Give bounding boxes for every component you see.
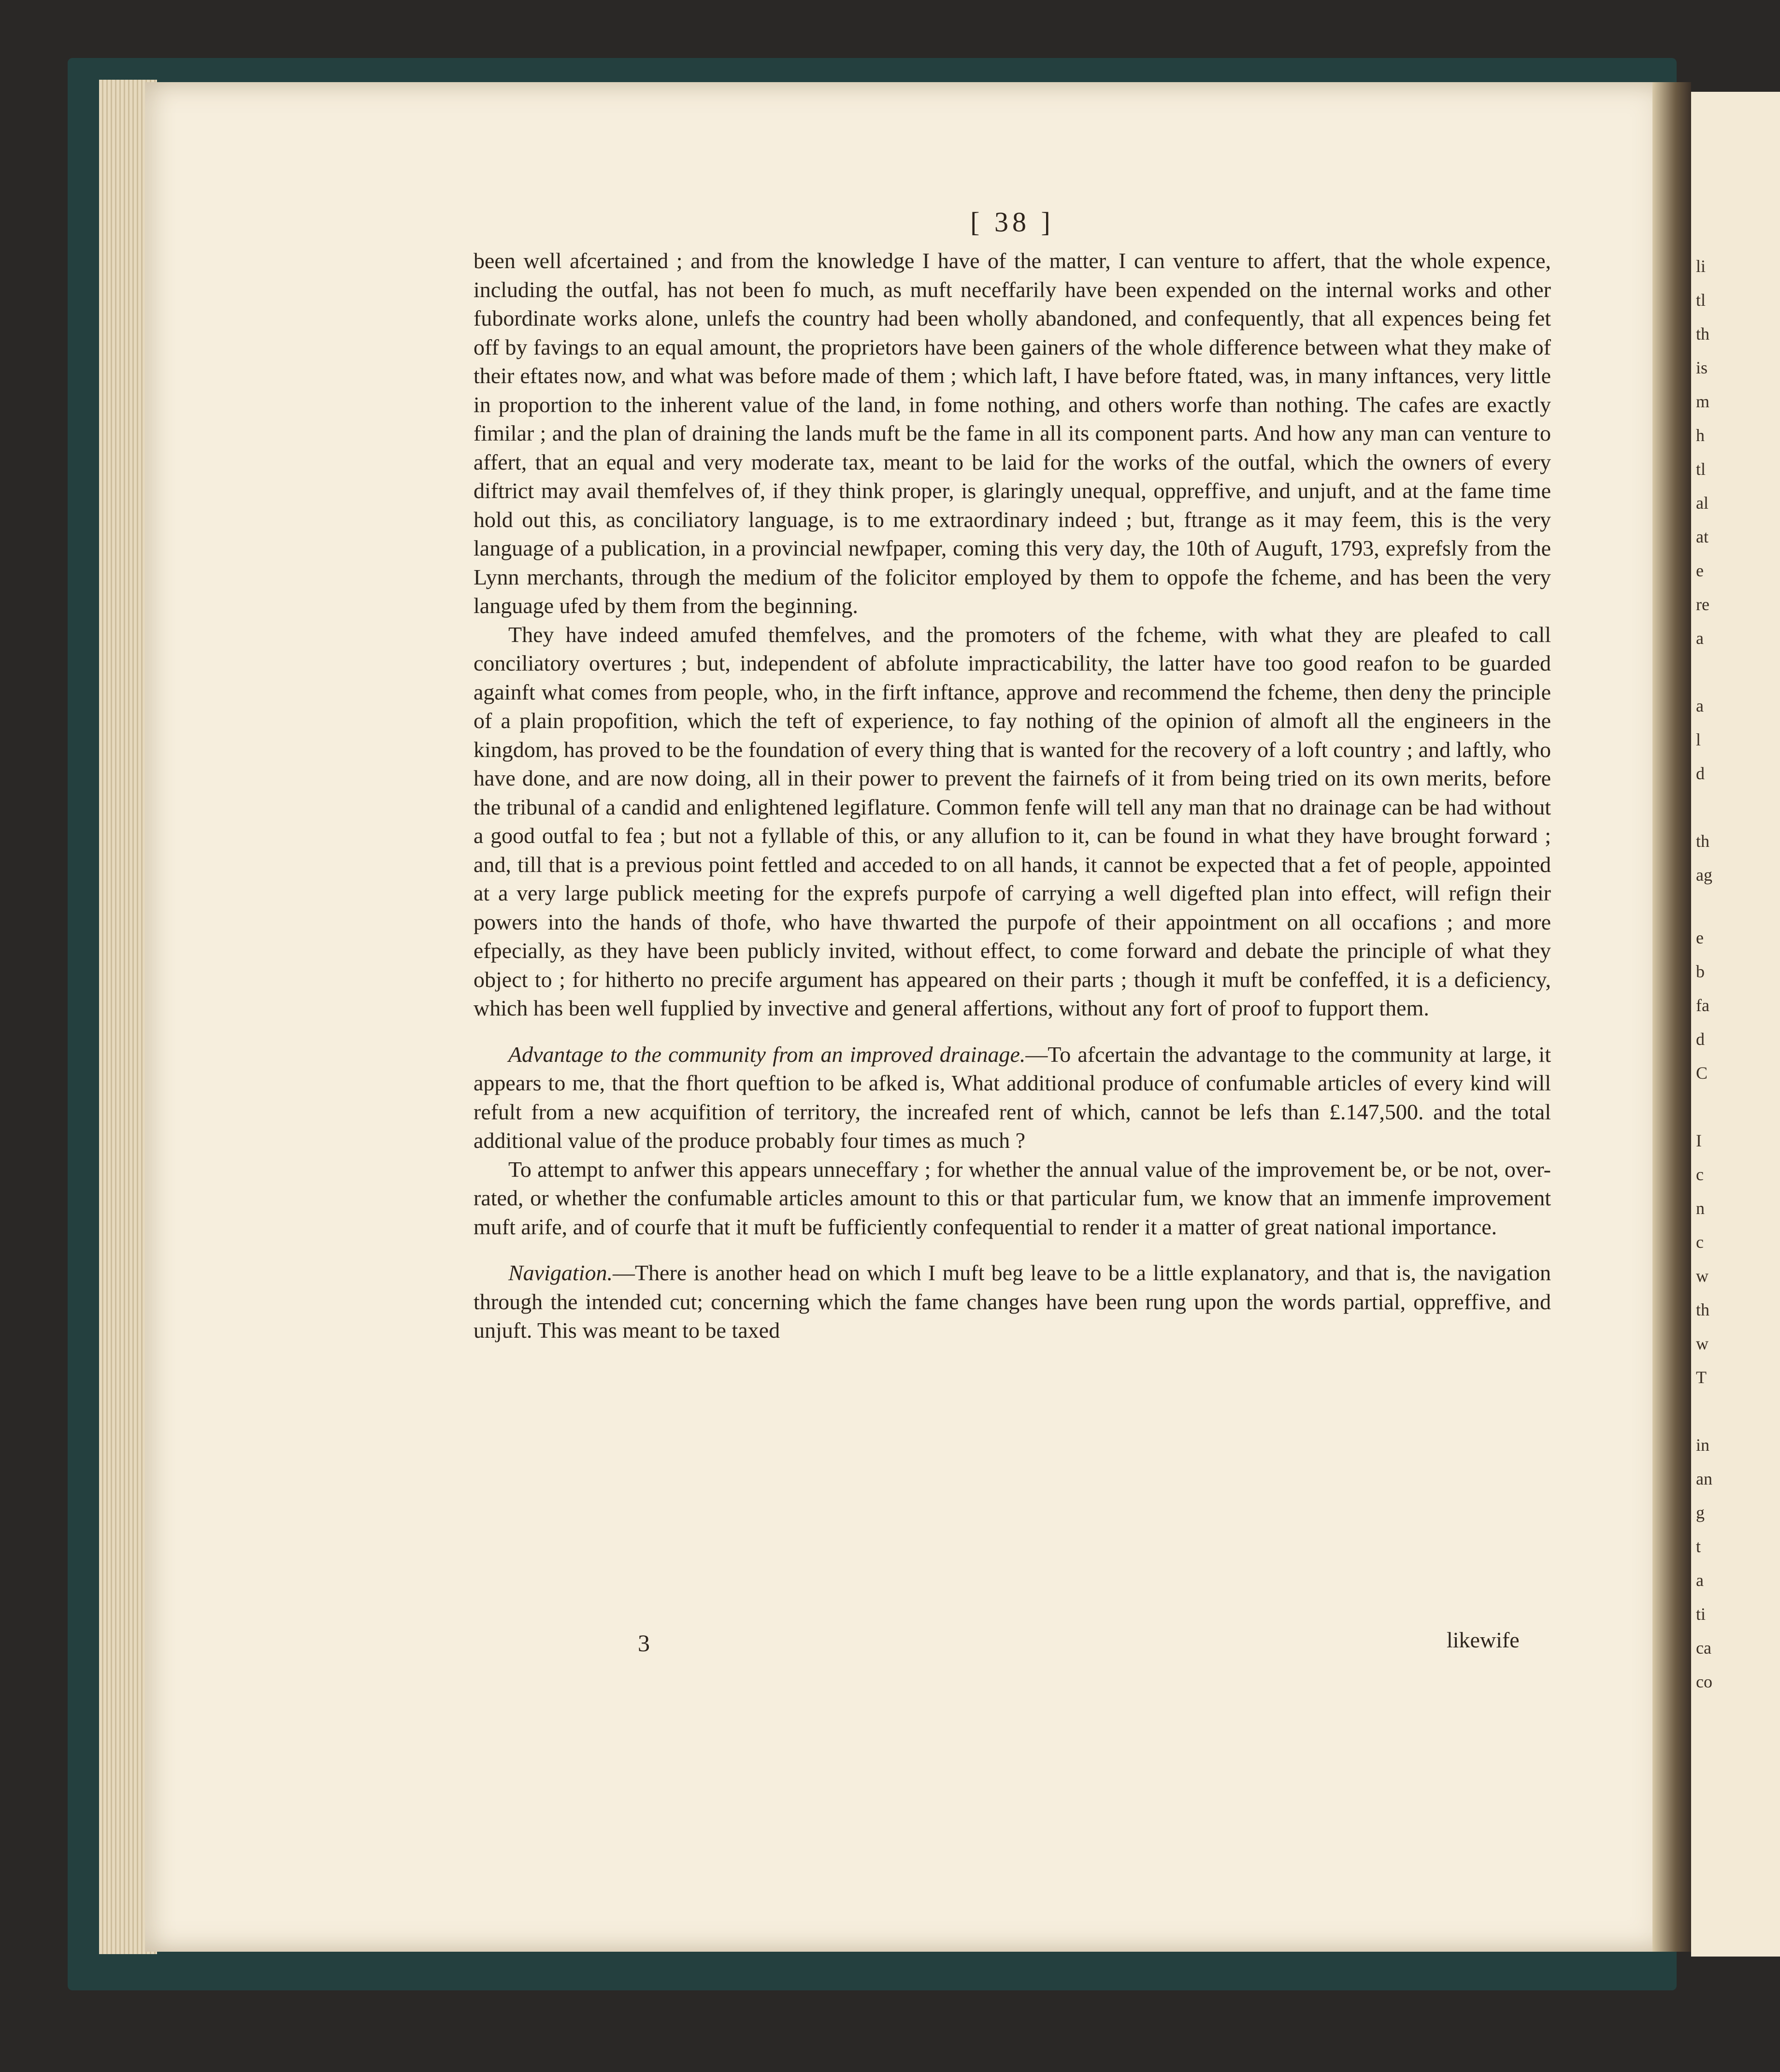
paragraph-5-text: —There is another head on which I muft beg leave to be a little explanatory, and that is, the navigation through the intended cut; concerning which the fame changes have been rung upon the words partial, oppreffive, and unjuft. This was meant to be taxed — [474, 1260, 1551, 1343]
right-page-fragment: ca — [1696, 1638, 1711, 1658]
right-page-fragment: h — [1696, 426, 1705, 445]
right-page-fragment: is — [1696, 358, 1708, 377]
catchword: likewife — [1447, 1628, 1520, 1652]
paragraph-2 — [474, 620, 1551, 1023]
right-page-fragment: re — [1696, 595, 1709, 614]
right-page-fragment: c — [1696, 1165, 1704, 1184]
right-page-fragment: ag — [1696, 865, 1712, 885]
section-gap — [474, 1023, 1551, 1040]
right-page-fragment: co — [1696, 1672, 1712, 1691]
right-page-fragment: a — [1696, 696, 1704, 715]
right-page-fragment: ti — [1696, 1604, 1706, 1624]
right-page-fragment: al — [1696, 493, 1708, 513]
right-page-fragment: C — [1696, 1063, 1708, 1083]
right-page-fragment: e — [1696, 928, 1704, 947]
right-page-fragment: w — [1696, 1266, 1708, 1286]
right-page-fragment: g — [1696, 1503, 1705, 1522]
right-page-fragment: li — [1696, 257, 1706, 276]
right-page-fragment: d — [1696, 1029, 1705, 1049]
right-page-fragment: th — [1696, 831, 1710, 851]
section-heading-advantage: Advantage to the community from an improved drainage. — [508, 1042, 1026, 1067]
right-page-fragment: t — [1696, 1537, 1701, 1556]
paragraph-2-text: They have indeed amufed themfelves, and the promoters of the fcheme, with what they are pleafed to call conciliatory overtures ; but, independent of abfolute impracticability, the latter have too good reafon to be guarded againft what comes from people, who, in the firft inftance, approve and recommend the fcheme, then deny the principle of a plain propofition, which the teft of experience, to fay nothing of the opinion of almoft all the engineers in the kingdom, has proved to be the foundation of every thing that is wanted for the recovery of a loft country ; and laftly, who have done, and are now doing, all in their power to prevent the fairnefs of it from being tried on its own merits, before the tribunal of a candid and enlightened legiflature. Common fenfe will tell any man that no drainage can be had without a good outfal to fea ; but not a fyllable of this, or any allufion to it, can be found in what they have brought forward ; and, till that is a previous point fettled and acceded to on all hands, it cannot be expected that a fet of people, appointed at a very large publick meeting for the exprefs purpofe of carrying a well digefted plan into effect, will refign their powers into the hands of thofe, who have thwarted the purpofe of their appointment on all occafions ; and more efpecially, as they have been publicly invited, without effect, to come forward and debate the principle of what they object to ; for hitherto no precife argument has appeared on their parts ; though it muft be confeffed, it is a deficiency, which has been well fupplied by invective and general affertions, without any fort of proof to fupport them. — [474, 622, 1551, 1020]
right-page-fragment: in — [1696, 1435, 1710, 1455]
book-gutter — [1652, 82, 1691, 1952]
right-page-fragment: b — [1696, 962, 1705, 981]
right-page-fragment: th — [1696, 1300, 1710, 1319]
right-page-fragment: tl — [1696, 290, 1706, 310]
right-page-fragment: m — [1696, 392, 1710, 411]
paragraph-3 — [474, 1040, 1551, 1155]
page-text — [474, 208, 1551, 1345]
right-page-fragment: c — [1696, 1232, 1704, 1252]
paragraph-4-text: To attempt to anfwer this appears unneceffary ; for whether the annual value of the improvement be, or be not, over-rated, or whether the confumable articles amount to this or that particular fum, we know that an immenfe improvement muft arife, and of courfe that it muft be fufficiently confequential to render it a matter of great national importance. — [474, 1157, 1551, 1239]
right-page-fragment: w — [1696, 1334, 1708, 1353]
right-page-fragment: a — [1696, 1571, 1704, 1590]
paragraph-1 — [474, 246, 1551, 620]
right-page-fragment: tl — [1696, 459, 1706, 479]
right-page-fragment: I — [1696, 1131, 1702, 1150]
right-page-fragment: an — [1696, 1469, 1712, 1488]
right-page-fragment: fa — [1696, 996, 1709, 1015]
right-page — [1691, 92, 1780, 1957]
right-page-fragment: n — [1696, 1199, 1705, 1218]
paragraph-4 — [474, 1155, 1551, 1242]
right-page-fragment: l — [1696, 730, 1701, 749]
paragraph-3-text: —To afcertain the advantage to the community at large, it appears to me, that the fhort queftion to be afked is, What additional produce of confumable articles of every kind will refult from a new acquifition of territory, the increafed rent of which, cannot be lefs than £.147,500. and the total additional value of the produce probably four times as much ? — [474, 1042, 1551, 1153]
paragraph-5 — [474, 1258, 1551, 1345]
section-heading-navigation: Navigation. — [508, 1260, 613, 1285]
right-page-fragment: e — [1696, 561, 1704, 580]
signature-mark: 3 — [638, 1629, 650, 1657]
right-page-fragment: th — [1696, 324, 1710, 343]
paragraph-1-text: been well afcertained ; and from the knowledge I have of the matter, I can venture to affert, that the whole expence, including the outfal, has not been fo much, as muft neceffarily have been expended on the internal works and other fubordinate works alone, unlefs the country had been wholly abandoned, and confequently, that all expences being fet off by favings to an equal amount, the proprietors have been gainers of the whole difference between what they make of their eftates now, and what was before made of them ; which laft, I have before ftated, was, in many inftances, very little in proportion to the inherent value of the land, in fome nothing, and others worfe than nothing. The cafes are exactly fimilar ; and the plan of draining the lands muft be the fame in all its component parts. And how any man can venture to affert, that an equal and very moderate tax, meant to be laid for the works of the outfal, which the owners of every diftrict may avail themfelves of, if they think proper, is glaringly unequal, oppreffive, and unjuft, and at the fame time hold out this, as conciliatory language, is to me extraordinary indeed ; but, ftrange as it may feem, this is the very language of a publication, in a provincial newfpaper, coming this very day, the 10th of Auguft, 1793, exprefsly from the Lynn merchants, through the medium of the folicitor employed by them to oppofe the fcheme, and has been the very language ufed by them from the beginning. — [474, 248, 1551, 618]
right-page-fragment: a — [1696, 629, 1704, 648]
section-gap — [474, 1241, 1551, 1258]
page-header: [ 38 ] — [970, 206, 1054, 238]
right-page-fragment: at — [1696, 527, 1708, 546]
right-page-fragment: d — [1696, 764, 1705, 783]
right-page-fragment: T — [1696, 1368, 1707, 1387]
